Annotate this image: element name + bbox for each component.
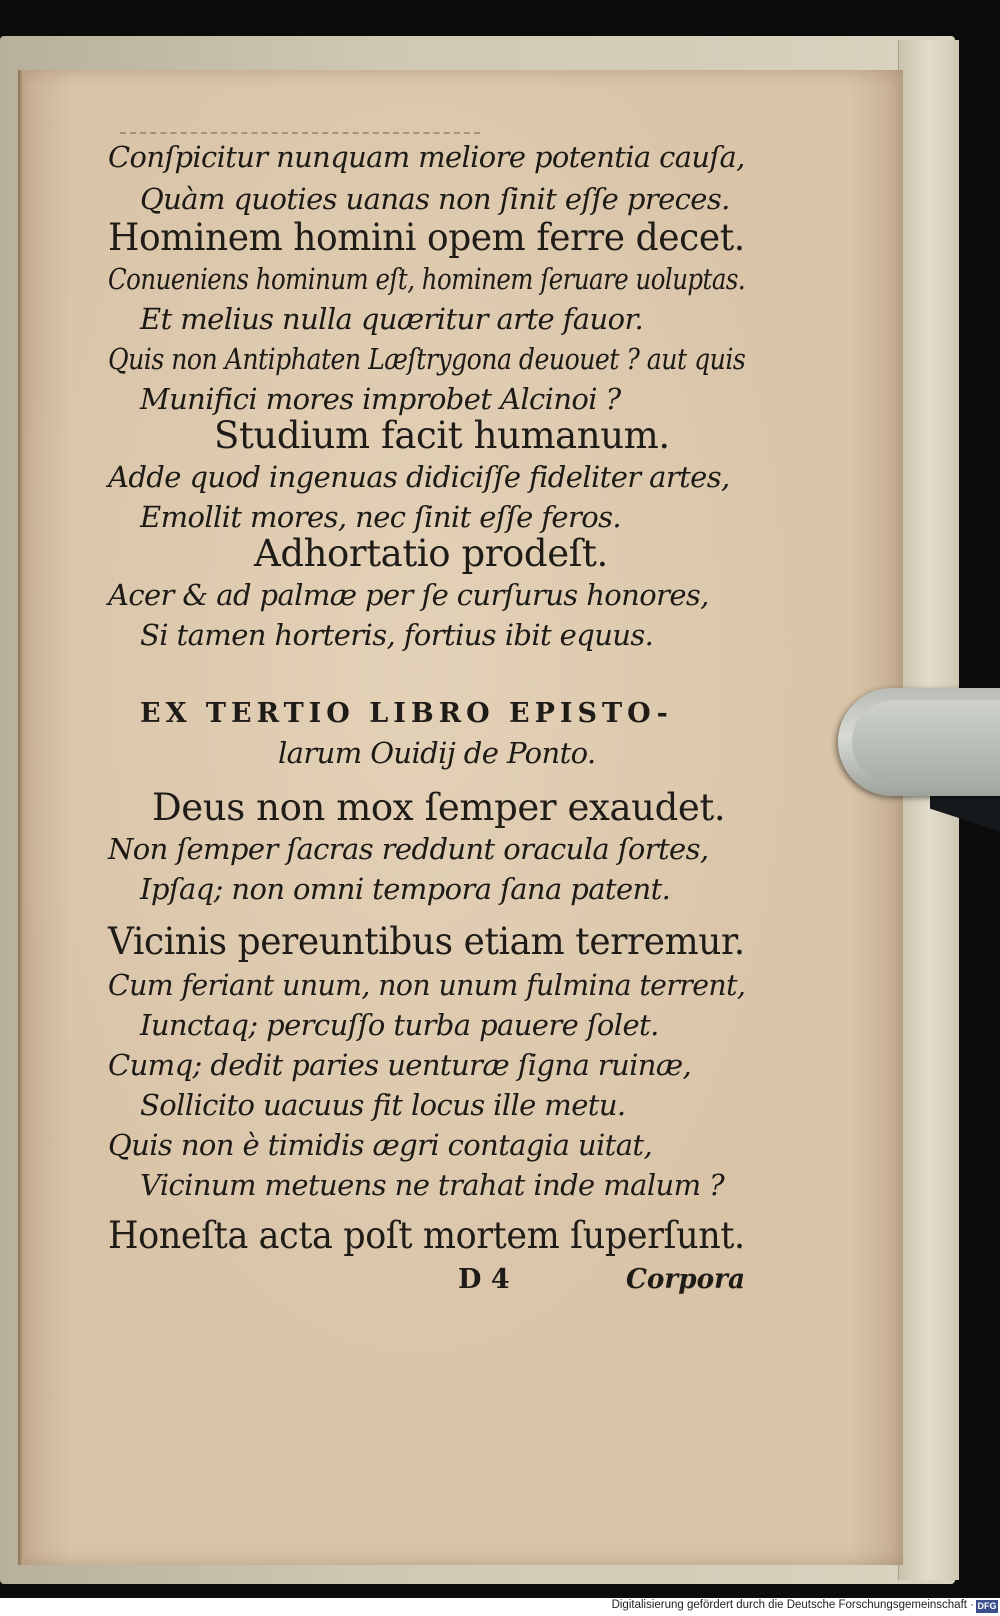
book-title-caps: EX TERTIO LIBRO EPISTO- [140, 698, 673, 729]
ink-marks [120, 132, 480, 138]
footer-credit: Digitalisierung gefördert durch die Deutsche Forschungsgemeinschaft · [611, 1599, 974, 1611]
section-heading: Deus non mox ſemper exaudet. [152, 786, 726, 829]
dfg-logo: DFG [977, 1601, 997, 1611]
verse-line: Cum feriant unum, non unum fulmina terrent, [108, 968, 746, 1002]
page-gutter [18, 70, 24, 1565]
page-clip-inner [852, 700, 1000, 784]
section-heading: Honeſta acta poſt mortem ſuperſunt. [108, 1214, 745, 1257]
verse-line: Et melius nulla quæritur arte fauor. [140, 302, 644, 336]
verse-line: Si tamen horteris, fortius ibit equus. [140, 618, 654, 652]
signature-mark: D 4 [458, 1264, 510, 1295]
section-heading: Vicinis pereuntibus etiam terremur. [108, 920, 745, 963]
verse-line: Non ſemper ſacras reddunt oracula ſortes, [108, 832, 709, 866]
verse-line: Ipſaq; non omni tempora ſana patent. [140, 872, 671, 906]
verse-line: Cumq; dedit paries uenturæ ſigna ruinæ, [108, 1048, 692, 1082]
verse-line: Vicinum metuens ne trahat inde malum ? [140, 1168, 725, 1202]
verse-line: Quis non Antiphaten Læſtrygona deuouet ? aut quis [108, 342, 746, 376]
section-heading: Adhortatio prodeſt. [254, 532, 608, 575]
section-heading: Hominem homini opem ferre decet. [108, 216, 745, 259]
verse-line: Emollit mores, nec ſinit eſſe feros. [140, 500, 621, 534]
verse-line: Conſpicitur nunquam meliore potentia cauſa, [108, 140, 745, 174]
verse-line: Quàm quoties uanas non ſinit eſſe preces. [140, 182, 730, 216]
catchword: Corpora [626, 1264, 746, 1295]
verse-line: Adde quod ingenuas didiciſſe fideliter artes, [108, 460, 730, 494]
verse-line: Quis non è timidis ægri contagia uitat, [108, 1128, 653, 1162]
verse-line: Sollicito uacuus fit locus ille metu. [140, 1088, 626, 1122]
verse-line: Iunctaq; percuſſo turba pauere ſolet. [140, 1008, 659, 1042]
section-heading: Studium facit humanum. [214, 414, 670, 457]
verse-line: Acer & ad palmæ per ſe curſurus honores, [108, 578, 709, 612]
verse-line: Conueniens hominum eſt, hominem ſeruare uoluptas. [108, 262, 746, 296]
verse-line: Munifici mores improbet Alcinoi ? [140, 382, 621, 416]
book-title-line: larum Ouidij de Ponto. [278, 736, 596, 770]
